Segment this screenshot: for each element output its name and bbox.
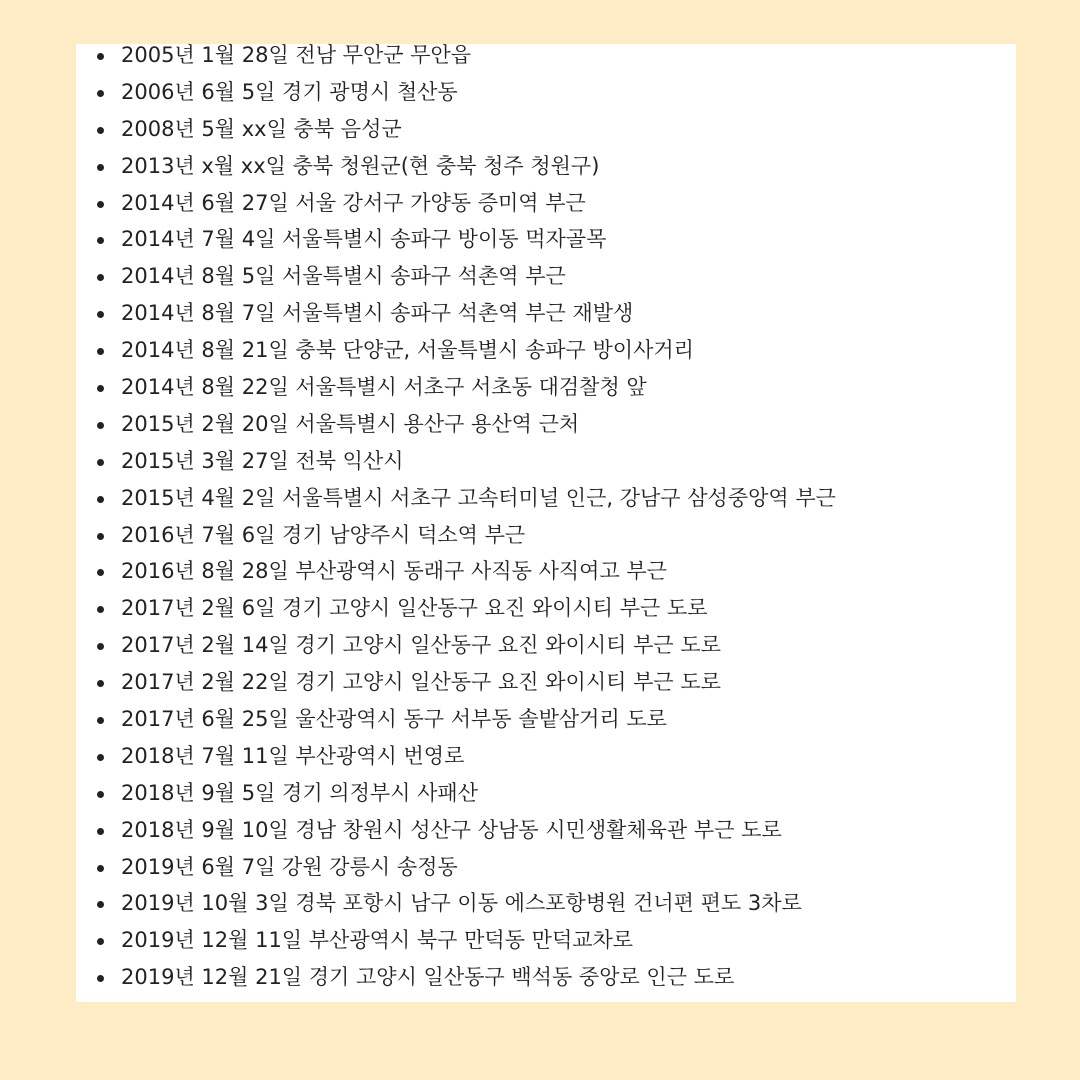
list-item-text: 2014년 8월 7일 서울특별시 송파구 석촌역 부근 재발생 (121, 301, 634, 326)
list-item (76, 44, 1016, 81)
bullet-icon (97, 164, 104, 171)
list-item-text: 2006년 6월 5일 경기 광명시 철산동 (121, 79, 458, 104)
list-item (76, 782, 1016, 819)
bullet-icon (97, 865, 104, 872)
list-item (76, 487, 1016, 524)
list-item (76, 856, 1016, 893)
list-item (76, 413, 1016, 450)
bullet-icon (97, 274, 104, 281)
list-item (76, 339, 1016, 376)
list-item (76, 892, 1016, 929)
list-item (76, 81, 1016, 118)
bullet-icon (97, 938, 104, 945)
bullet-icon (97, 828, 104, 835)
bullet-icon (97, 385, 104, 392)
event-list (76, 44, 1016, 1003)
list-item-text: 2016년 8월 28일 부산광역시 동래구 사직동 사직여고 부근 (121, 559, 667, 584)
bullet-icon (97, 127, 104, 134)
bullet-icon (97, 643, 104, 650)
list-item-text: 2014년 8월 21일 충북 단양군, 서울특별시 송파구 방이사거리 (121, 338, 694, 363)
list-item (76, 597, 1016, 634)
bullet-icon (97, 975, 104, 982)
list-item-text: 2017년 2월 22일 경기 고양시 일산동구 요진 와이시티 부근 도로 (121, 670, 721, 695)
bullet-icon (97, 533, 104, 540)
bullet-icon (97, 237, 104, 244)
content-card (76, 44, 1016, 1002)
list-item (76, 265, 1016, 302)
bullet-icon (97, 496, 104, 503)
bullet-icon (97, 717, 104, 724)
list-item-text: 2014년 7월 4일 서울특별시 송파구 방이동 먹자골목 (121, 227, 607, 252)
list-item-text: 2015년 2월 20일 서울특별시 용산구 용산역 근처 (121, 411, 580, 436)
list-item-text: 2014년 6월 27일 서울 강서구 가양동 증미역 부근 (121, 190, 586, 215)
list-item (76, 302, 1016, 339)
bullet-icon (97, 569, 104, 576)
list-item (76, 560, 1016, 597)
list-item-text: 2017년 6월 25일 울산광역시 동구 서부동 솔밭삼거리 도로 (121, 707, 667, 732)
list-item (76, 819, 1016, 856)
list-item-text: 2016년 7월 6일 경기 남양주시 덕소역 부근 (121, 522, 526, 547)
bullet-icon (97, 422, 104, 429)
list-item-text: 2014년 8월 22일 서울특별시 서초구 서초동 대검찰청 앞 (121, 375, 647, 400)
list-item-text: 2018년 9월 5일 경기 의정부시 사패산 (121, 780, 478, 805)
list-item-text: 2015년 3월 27일 전북 익산시 (121, 448, 404, 473)
list-item (76, 929, 1016, 966)
list-item (76, 671, 1016, 708)
list-item (76, 634, 1016, 671)
list-item-text: 2005년 1월 28일 전남 무안군 무안읍 (121, 43, 472, 67)
list-item-text: 2017년 2월 14일 경기 고양시 일산동구 요진 와이시티 부근 도로 (121, 633, 721, 658)
list-item (76, 524, 1016, 561)
list-item-text: 2018년 7월 11일 부산광역시 번영로 (121, 743, 465, 768)
bullet-icon (97, 459, 104, 466)
list-item (76, 155, 1016, 192)
bullet-icon (97, 754, 104, 761)
list-item-text: 2018년 9월 10일 경남 창원시 성산구 상남동 시민생활체육관 부근 도로 (121, 817, 782, 842)
list-item (76, 966, 1016, 1003)
list-item-text: 2015년 4월 2일 서울특별시 서초구 고속터미널 인근, 강남구 삼성중앙역 부근 (121, 485, 836, 510)
list-item-text: 2008년 5월 xx일 충북 음성군 (121, 116, 402, 141)
list-item-text: 2017년 2월 6일 경기 고양시 일산동구 요진 와이시티 부근 도로 (121, 596, 708, 621)
bullet-icon (97, 201, 104, 208)
bullet-icon (97, 311, 104, 318)
bullet-icon (97, 53, 104, 60)
bullet-icon (97, 791, 104, 798)
list-item (76, 118, 1016, 155)
bullet-icon (97, 606, 104, 613)
bullet-icon (97, 901, 104, 908)
list-item (76, 376, 1016, 413)
list-item (76, 228, 1016, 265)
list-item-text: 2019년 12월 21일 경기 고양시 일산동구 백석동 중앙로 인근 도로 (121, 965, 735, 990)
list-item (76, 745, 1016, 782)
list-item-text: 2013년 x월 xx일 충북 청원군(현 충북 청주 청원구) (121, 153, 600, 178)
bullet-icon (97, 348, 104, 355)
list-item (76, 192, 1016, 229)
list-item-text: 2014년 8월 5일 서울특별시 송파구 석촌역 부근 (121, 264, 566, 289)
bullet-icon (97, 90, 104, 97)
list-item-text: 2019년 10월 3일 경북 포항시 남구 이동 에스포항병원 건너편 편도 3차로 (121, 891, 802, 916)
list-item (76, 450, 1016, 487)
list-item-text: 2019년 12월 11일 부산광역시 북구 만덕동 만덕교차로 (121, 928, 634, 953)
list-item (76, 708, 1016, 745)
list-item-text: 2019년 6월 7일 강원 강릉시 송정동 (121, 854, 458, 879)
bullet-icon (97, 680, 104, 687)
